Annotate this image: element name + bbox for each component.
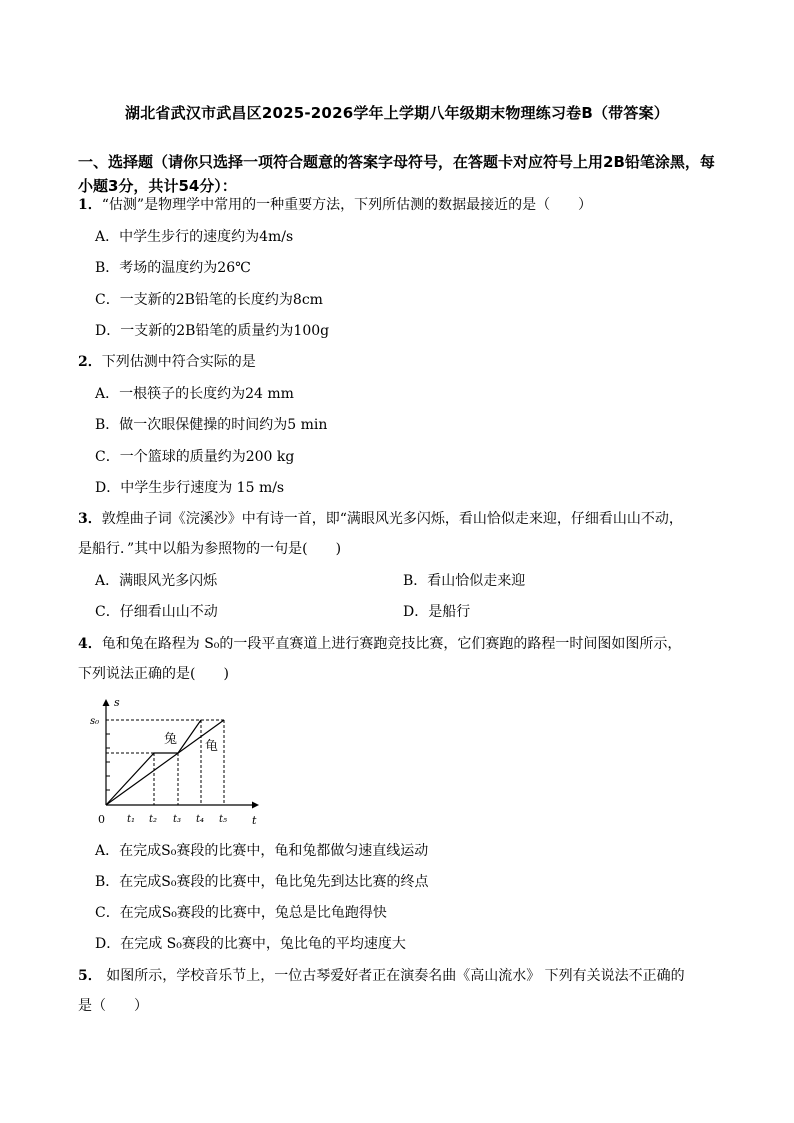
section-heading: 一、选择题（请你只选择一项符合题意的答案字母符号，在答题卡对应符号上用2B铅笔涂黑，每小题3分，共计54分）： [78,153,715,195]
question-number: 1． [78,197,102,213]
y-axis-arrow [103,699,110,706]
question-stem-line1: 敦煌曲子词《浣溪沙》中有诗一首，即“满眼风光多闪烁，看山恰似走来迎，仔细看山山不动， [101,511,683,527]
question-2 [78,352,728,372]
option-3d: D．是船行 [403,604,471,620]
option-1c: C．一支新的2B铅笔的长度约为8cm [95,292,323,308]
option-3c: C．仔细看山山不动 [95,604,218,620]
x-axis-arrow [252,802,259,809]
option-2d: D．中学生步行速度为 15 m/s [95,480,285,496]
option-4a: A．在完成S₀赛段的比赛中，龟和兔都做匀速直线运动 [95,843,429,859]
question-5-line2: 是（ ） [78,998,148,1014]
option-4b: B．在完成S₀赛段的比赛中，龟比兔先到达比赛的终点 [95,874,429,890]
t3-label: t₃ [173,814,182,825]
question-5 [78,966,728,986]
origin-label: 0 [98,813,105,826]
s0-label: s₀ [90,716,100,727]
question-4 [78,634,728,654]
t4-label: t₄ [196,814,205,825]
x-axis-label: t [252,814,257,827]
t1-label: t₁ [127,814,136,825]
option-2a: A．一根筷子的长度约为24 mm [95,386,294,402]
option-1a: A．中学生步行的速度约为4m/s [95,229,294,245]
distance-time-graph [90,697,270,829]
question-1 [78,195,728,215]
option-3a: A．满眼风光多闪烁 [95,573,218,589]
rabbit-line [106,720,201,805]
option-4c: C．在完成S₀赛段的比赛中，兔总是比龟跑得快 [95,905,387,921]
question-number: 3． [78,511,102,527]
turtle-label: 龟 [205,739,219,754]
question-stem-line1: 龟和兔在路程为 S₀的一段平直赛道上进行赛跑竞技比赛，它们赛跑的路程一时间图如图所示， [101,636,682,652]
question-stem: 下列估测中符合实际的是 [101,354,256,370]
option-4d: D．在完成 S₀赛段的比赛中，兔比龟的平均速度大 [95,936,406,952]
question-3 [78,509,728,529]
option-1b: B．考场的温度约为26℃ [95,260,251,276]
question-stem-line1: 如图所示，学校音乐节上，一位古琴爱好者正在演奏名曲《高山流水》 下列有关说法不正确的 [101,968,685,984]
option-2b: B．做一次眼保健操的时间约为5 min [95,417,328,433]
y-axis-label: s [114,697,120,709]
question-number: 2． [78,354,102,370]
question-number: 4． [78,636,102,652]
rabbit-label: 兔 [164,732,178,747]
question-stem: “估测”是物理学中常用的一种重要方法，下列所估测的数据最接近的是（ ） [101,197,593,213]
t5-label: t₅ [219,814,228,825]
question-4-line2: 下列说法正确的是( ) [78,666,229,682]
page-title: 湖北省武汉市武昌区2025-2026学年上学期八年级期末物理练习卷B（带答案） [125,104,669,122]
option-3b: B．看山恰似走来迎 [403,573,526,589]
t2-label: t₂ [149,814,158,825]
option-1d: D．一支新的2B铅笔的质量约为100g [95,323,330,339]
option-2c: C．一个篮球的质量约为200 kg [95,449,295,465]
question-number: 5． [78,968,102,984]
question-3-line2: 是船行．”其中以船为参照物的一句是( ) [78,541,342,557]
